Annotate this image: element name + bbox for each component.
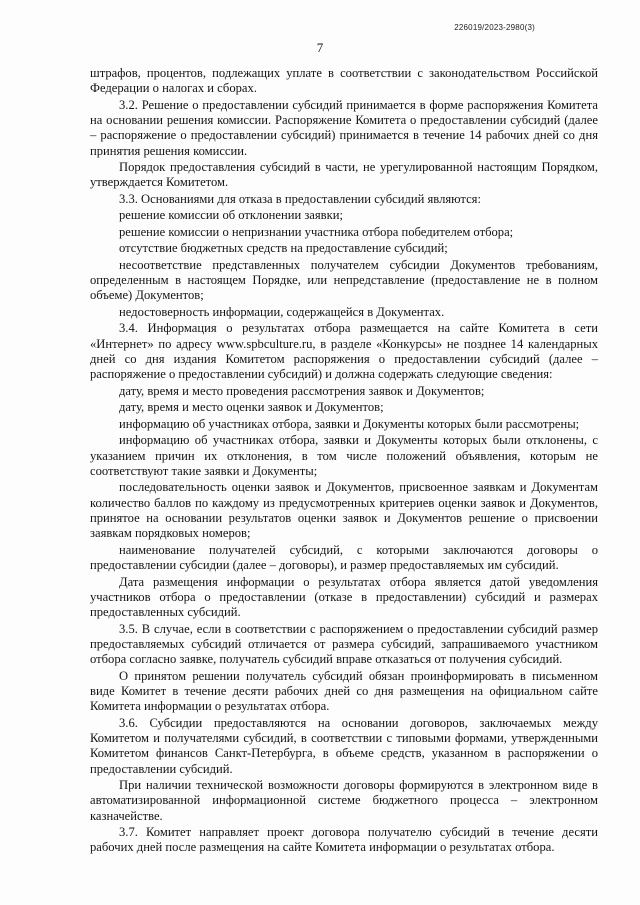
paragraph: Порядок предоставления субсидий в части, не урегулированной настоящим Порядком, утверждается Комитетом. — [90, 160, 598, 190]
paragraph: несоответствие представленных получателем субсидии Документов требованиям, определенным в настоящем Порядке, или непредставление (предоставление не в полном объеме) Документов; — [90, 257, 598, 303]
paragraph: При наличии технической возможности договоры формируются в электронном виде в автоматизированной информационной системе бюджетного процесса – электронном казначействе. — [90, 778, 598, 823]
document-body — [90, 66, 598, 856]
paragraph: 3.6. Субсидии предоставляются на основании договоров, заключаемых между Комитетом и получателями субсидий, в соответствии с типовыми формами, утвержденными Комитетом финансов Санкт-Петербурга, в объеме средств, указанном в распоряжении о предоставлении субсидий. — [90, 715, 598, 776]
paragraph: О принятом решении получатель субсидий обязан проинформировать в письменном виде Комитет в течение десяти рабочих дней со дня размещения на официальном сайте Комитета информации о результатах отбора. — [90, 668, 598, 714]
paragraph: последовательность оценки заявок и Документов, присвоенное заявкам и Документам количество баллов по каждому из предусмотренных критериев оценки заявок и Документов, принятое на основании результатов оценки заявок и Документов решение о присвоении заявкам порядковых номеров; — [90, 480, 598, 541]
paragraph: 3.4. Информация о результатах отбора размещается на сайте Комитета в сети «Интернет» по адресу www.spbculture.ru, в разделе «Конкурсы» не позднее 14 календарных дней со дня издания Комитетом распоряжения о предоставлении субсидий (далее – распоряжение о предоставлении субсидий) и должна содержать следующие сведения: — [90, 321, 598, 382]
page-number: 7 — [316, 40, 324, 55]
paragraph: информацию об участниках отбора, заявки и Документы которых были отклонены, с указанием причин их отклонения, в том числе положений объявления, которым не соответствуют такие заявки и Документы; — [90, 433, 598, 478]
paragraph: 3.2. Решение о предоставлении субсидий принимается в форме распоряжения Комитета на основании решения комиссии. Распоряжение Комитета о предоставлении субсидий (далее – распоряжение о предоставлении субсидий) принимается в течение 14 рабочих дней со дня принятия решения комиссии. — [90, 97, 598, 158]
paragraph: решение комиссии о непризнании участника отбора победителем отбора; — [119, 224, 514, 239]
paragraph: штрафов, процентов, подлежащих уплате в соответствии с законодательством Российской Федерации о налогах и сборах. — [90, 66, 598, 96]
paragraph: информацию об участниках отбора, заявки и Документы которых были рассмотрены; — [119, 416, 580, 431]
paragraph: дату, время и место проведения рассмотрения заявок и Документов; — [119, 383, 485, 398]
paragraph: дату, время и место оценки заявок и Документов; — [119, 400, 384, 415]
paragraph: 3.5. В случае, если в соответствии с распоряжением о предоставлении субсидий размер предоставляемых субсидий отличается от размера субсидий, запрашиваемого участником отбора согласно заявке, получатель субсидий вправе отказаться от получения субсидий. — [90, 621, 598, 667]
paragraph: 3.7. Комитет направляет проект договора получателю субсидий в течение десяти рабочих дней после размещения на сайте Комитета информации о результатах отбора. — [90, 825, 598, 855]
paragraph: решение комиссии об отклонении заявки; — [119, 208, 343, 223]
paragraph: наименование получателей субсидий, с которыми заключаются договоры о предоставлении субсидии (далее – договоры), и размер предоставляемых им субсидий. — [90, 542, 598, 573]
paragraph: Дата размещения информации о результатах отбора является датой уведомления участников отбора о предоставлении (отказе в предоставлении) субсидий и размерах предоставленных субсидий. — [90, 574, 598, 620]
document-number: 226019/2023-2980(3) — [454, 23, 535, 32]
paragraph: отсутствие бюджетных средств на предоставление субсидий; — [119, 241, 448, 256]
paragraph: недостоверность информации, содержащейся в Документах. — [119, 304, 445, 319]
paragraph: 3.3. Основаниями для отказа в предоставлении субсидий являются: — [119, 191, 481, 206]
